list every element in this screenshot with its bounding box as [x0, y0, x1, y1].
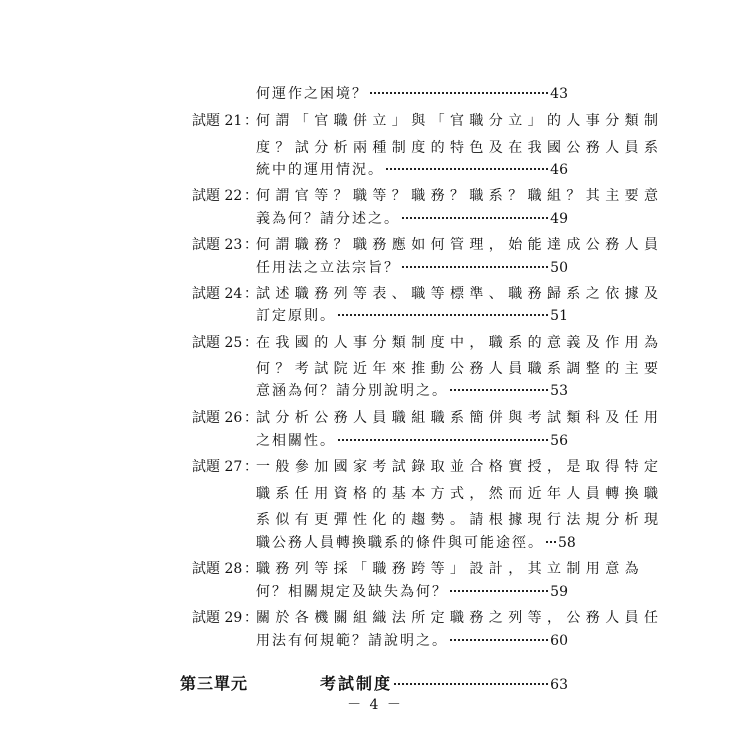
entry-text: 意涵為何？請分別說明之。 — [256, 383, 448, 399]
dot-leader — [402, 217, 548, 219]
toc-line — [0, 483, 750, 505]
question-number: 試題 29 — [192, 610, 243, 626]
toc-line — [0, 332, 750, 354]
entry-text-row — [256, 483, 664, 505]
dot-leader — [386, 168, 548, 170]
page-ref[interactable]: 46 — [550, 162, 568, 178]
toc-line — [0, 305, 750, 327]
entry-text-row — [256, 407, 664, 429]
label-colon: ： — [244, 561, 258, 577]
toc-line — [0, 607, 750, 629]
page-ref[interactable]: 50 — [550, 260, 568, 276]
toc-line — [0, 630, 750, 652]
dot-leader — [394, 683, 548, 685]
toc-line — [0, 509, 750, 531]
label-colon: ： — [244, 237, 258, 253]
toc-line — [0, 532, 750, 554]
label-colon: ： — [244, 188, 258, 204]
toc-line — [0, 159, 750, 181]
entry-text: 之相關性。 — [256, 433, 336, 449]
toc-line — [0, 407, 750, 429]
entry-text-row — [256, 185, 664, 207]
question-number: 試題 26 — [192, 410, 243, 426]
entry-text: 何謂官等？職等？職務？職系？職組？其主要意 — [256, 188, 664, 204]
entry-text: 職務列等採「職務跨等」設計，其立制用意為 — [256, 561, 644, 577]
entry-text-row — [256, 83, 568, 105]
dot-leader — [402, 266, 548, 268]
toc-line — [0, 83, 750, 105]
question-number: 試題 21 — [192, 113, 243, 129]
page-ref[interactable]: 59 — [550, 584, 568, 600]
entry-text: 一般參加國家考試錄取並合格實授，是取得特定 — [256, 459, 664, 475]
page-ref[interactable]: 49 — [550, 211, 568, 227]
toc-line — [0, 110, 750, 132]
entry-text: 試分析公務人員職組職系簡併與考試類科及任用 — [256, 410, 664, 426]
entry-text: 何謂「官職併立」與「官職分立」的人事分類制 — [256, 113, 664, 129]
entry-text: 何？相關規定及缺失為何？ — [256, 584, 448, 600]
toc-line — [0, 137, 750, 159]
question-number: 試題 22 — [192, 188, 243, 204]
label-colon: ： — [244, 410, 258, 426]
toc-line — [0, 456, 750, 478]
entry-text-row — [256, 532, 576, 554]
entry-text: 義為何？請分述之。 — [256, 211, 400, 227]
page-ref[interactable]: 63 — [550, 677, 568, 693]
entry-text-row — [256, 558, 644, 580]
question-number: 試題 25 — [192, 335, 243, 351]
question-number: 試題 24 — [192, 286, 243, 302]
toc-line — [0, 430, 750, 452]
entry-text: 用法有何規範？請說明之。 — [256, 633, 448, 649]
entry-text-row — [256, 137, 664, 159]
page-ref[interactable]: 58 — [558, 535, 576, 551]
toc-line — [0, 208, 750, 230]
toc-line — [0, 185, 750, 207]
entry-text: 何？考試院近年來推動公務人員職系調整的主要 — [256, 361, 664, 377]
dot-leader — [338, 439, 548, 441]
page-ref[interactable]: 56 — [550, 433, 568, 449]
entry-text: 試述職務列等表、職等標準、職務歸系之依據及 — [256, 286, 664, 302]
dot-leader — [370, 92, 548, 94]
unit-label: 第三單元 — [180, 674, 249, 693]
entry-text: 何運作之困境？ — [256, 86, 368, 102]
dot-leader — [450, 639, 548, 641]
entry-text: 何謂職務？職務應如何管理，始能達成公務人員 — [256, 237, 664, 253]
entry-text-row — [256, 607, 664, 629]
entry-text: 統中的運用情況。 — [256, 162, 384, 178]
entry-text-row — [256, 305, 568, 327]
entry-text-row — [320, 673, 568, 696]
entry-text: 關於各機關組織法所定職務之列等，公務人員任 — [256, 610, 664, 626]
page-ref[interactable]: 43 — [550, 86, 568, 102]
label-colon: ： — [244, 459, 258, 475]
page-ref[interactable]: 51 — [550, 308, 568, 324]
dot-leader — [338, 314, 548, 316]
dot-leader — [450, 590, 548, 592]
page-number: － 4 － — [347, 697, 403, 713]
question-number: 試題 28 — [192, 561, 243, 577]
label-colon: ： — [244, 286, 258, 302]
entry-text: 職公務人員轉換職系的條件與可能途徑。 — [256, 535, 544, 551]
entry-text-row — [256, 234, 664, 256]
entry-text-row — [256, 208, 568, 230]
page-ref[interactable]: 60 — [550, 633, 568, 649]
entry-text-row — [256, 283, 664, 305]
entry-text-row — [256, 430, 568, 452]
entry-text-row — [256, 456, 664, 478]
entry-text-row — [256, 380, 568, 402]
toc-line — [0, 380, 750, 402]
label-colon: ： — [244, 113, 258, 129]
entry-text-row — [256, 509, 664, 531]
page-ref[interactable]: 53 — [550, 383, 568, 399]
entry-text: 職系任用資格的基本方式，然而近年人員轉換職 — [256, 486, 664, 502]
toc-unit-heading — [0, 673, 750, 695]
question-number: 試題 23 — [192, 237, 243, 253]
entry-text-row — [256, 358, 664, 380]
toc-line — [0, 234, 750, 256]
entry-text: 考試制度 — [320, 674, 393, 693]
entry-text: 系似有更彈性化的趨勢。請根據現行法規分析現 — [256, 512, 664, 528]
entry-text-row — [256, 159, 568, 181]
entry-text-row — [256, 257, 568, 279]
dot-leader — [546, 541, 556, 543]
entry-text: 任用法之立法宗旨？ — [256, 260, 400, 276]
label-colon: ： — [244, 335, 258, 351]
toc-line — [0, 581, 750, 603]
entry-text: 訂定原則。 — [256, 308, 336, 324]
toc-line — [0, 257, 750, 279]
toc-line — [0, 358, 750, 380]
toc-line — [0, 283, 750, 305]
entry-text-row — [256, 630, 568, 652]
entry-text-row — [256, 332, 664, 354]
toc-line — [0, 558, 750, 580]
entry-text: 度？試分析兩種制度的特色及在我國公務人員系 — [256, 140, 664, 156]
label-colon: ： — [244, 610, 258, 626]
dot-leader — [450, 389, 548, 391]
question-number: 試題 27 — [192, 459, 243, 475]
entry-text-row — [256, 581, 568, 603]
entry-text: 在我國的人事分類制度中，職系的意義及作用為 — [256, 335, 664, 351]
entry-text-row — [256, 110, 664, 132]
